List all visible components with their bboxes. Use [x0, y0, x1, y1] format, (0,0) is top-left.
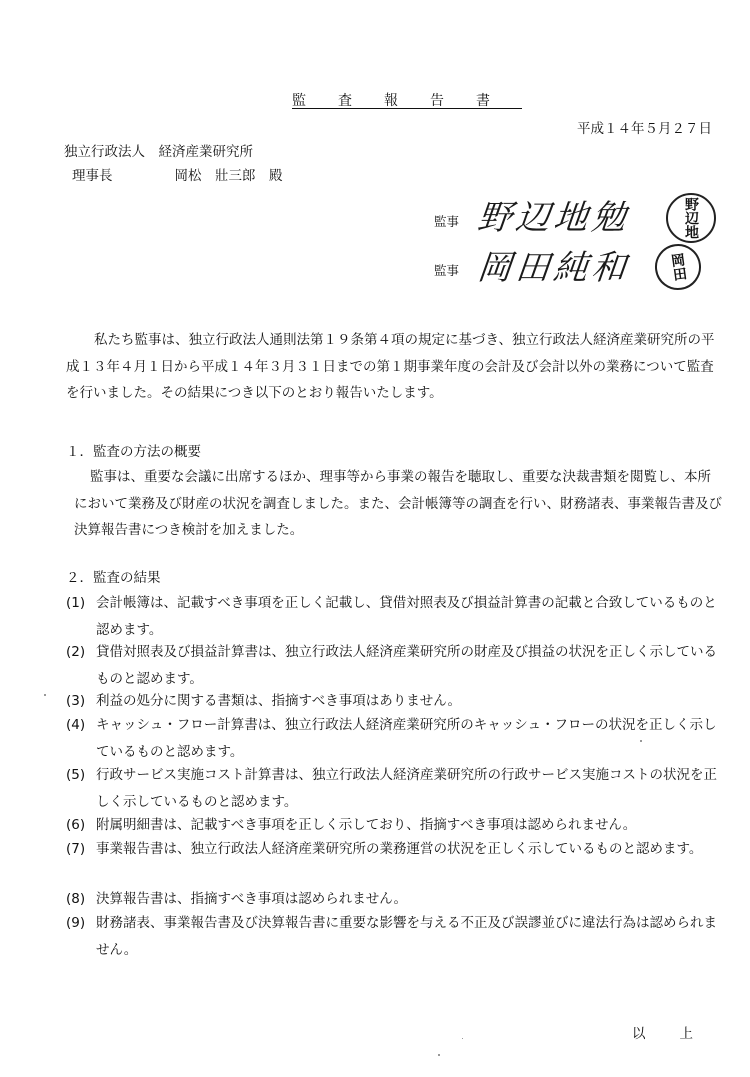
scan-speck — [462, 1038, 463, 1039]
scan-speck — [438, 1054, 440, 1056]
result-item-2: (2) 貸借対照表及び損益計算書は、独立行政法人経済産業研究所の財産及び損益の状況を正しく示しているものと認めます。 — [66, 644, 717, 687]
recipient-position: 理事長 — [72, 168, 113, 184]
result-item-9: (9) 財務諸表、事業報告書及び決算報告書に重要な影響を与える不正及び誤謬並びに違法行為は認められません。 — [66, 915, 717, 958]
auditor-2-label: 監事 — [434, 263, 460, 278]
recipient-name: 岡松 壯三郎 殿 — [174, 168, 283, 184]
auditor-1-seal: 野辺地 — [666, 193, 716, 243]
result-item-5: (5) 行政サービス実施コスト計算書は、独立行政法人経済産業研究所の行政サービス実施コストの状況を正しく示しているものと認めます。 — [66, 767, 717, 810]
result-item-7: (7) 事業報告書は、独立行政法人経済産業研究所の業務運営の状況を正しく示しているものと認めます。 — [66, 841, 703, 857]
scan-speck — [640, 740, 642, 742]
result-item-6: (6) 附属明細書は、記載すべき事項を正しく示しており、指摘すべき事項は認められません。 — [66, 817, 637, 833]
auditor-1-label: 監事 — [434, 214, 460, 229]
intro-paragraph: 私たち監事は、独立行政法人通則法第１９条第４項の規定に基づき、独立行政法人経済産業研究所の平成１３年４月１日から平成１４年３月３１日までの第１期事業年度の会計及び会計以外の業務について監査を行いました。その結果につき以下のとおり報告いたします。 — [66, 332, 715, 401]
result-item-1: (1) 会計帳簿は、記載すべき事項を正しく記載し、貸借対照表及び損益計算書の記載と合致しているものと認めます。 — [66, 595, 717, 638]
recipient-line — [72, 164, 283, 184]
auditor-2-seal: 岡田 — [652, 241, 704, 293]
report-date: 平成１４年５月２７日 — [577, 121, 712, 137]
closing-mark: 以上 — [632, 1026, 727, 1042]
section-2-heading: ２．監査の結果 — [66, 570, 161, 586]
result-item-4: (4) キャッシュ・フロー計算書は、独立行政法人経済産業研究所のキャッシュ・フローの状況を正しく示しているものと認めます。 — [66, 717, 717, 760]
section-1-heading: １．監査の方法の概要 — [66, 444, 201, 460]
result-item-3: (3) 利益の処分に関する書類は、指摘すべき事項はありません。 — [66, 693, 462, 709]
document-title: 監査報告書 — [292, 93, 522, 109]
scan-speck — [44, 694, 46, 696]
result-item-8: (8) 決算報告書は、指摘すべき事項は認められません。 — [66, 891, 408, 907]
recipient-organization: 独立行政法人 経済産業研究所 — [64, 144, 253, 160]
auditor-2-signature: 岡田純和 — [475, 248, 632, 288]
auditor-1-signature: 野辺地勉 — [475, 198, 632, 238]
section-1-body: 監事は、重要な会議に出席するほか、理事等から事業の報告を聴取し、重要な決裁書類を閲覧し、本所において業務及び財産の状況を調査しました。また、会計帳簿等の調査を行い、財務諸表、事業報告書及び決算報告書につき検討を加えました。 — [74, 469, 722, 538]
